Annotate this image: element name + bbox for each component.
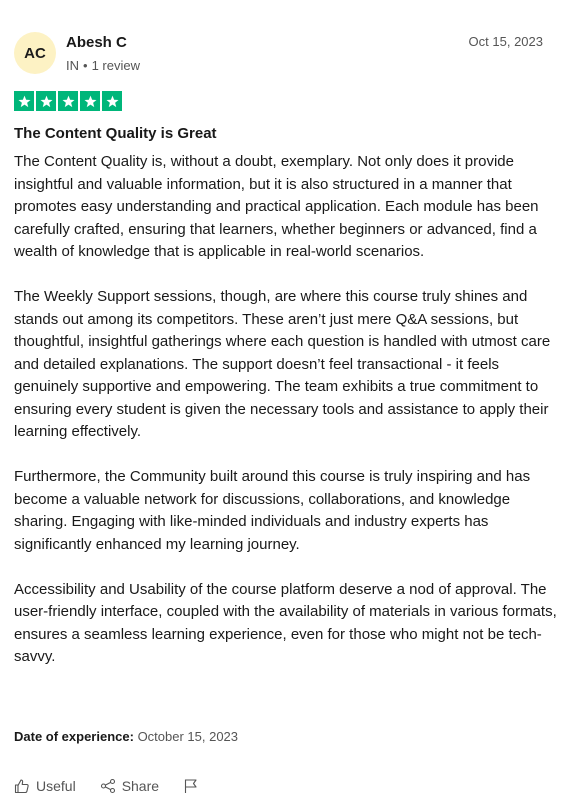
review-actions <box>14 778 229 794</box>
consumer-info <box>66 34 140 74</box>
share-button[interactable] <box>100 778 159 794</box>
useful-label: Useful <box>36 778 76 794</box>
review-paragraph: Accessibility and Usability of the course platform deserve a nod of approval. The user-friendly interface, coupled with the availability of materials in various formats, ensures a seamless learning experience, even for those who might not be tech-savvy. <box>14 580 557 665</box>
flag-icon <box>183 778 205 794</box>
share-icon <box>100 778 122 794</box>
review-title[interactable]: The Content Quality is Great <box>14 125 217 142</box>
star-rating <box>14 91 122 111</box>
star-icon <box>58 91 78 111</box>
review-body <box>14 151 560 691</box>
useful-button[interactable] <box>14 778 76 794</box>
star-icon <box>102 91 122 111</box>
separator-dot: • <box>83 58 88 73</box>
avatar[interactable]: AC <box>14 32 56 74</box>
review-paragraph: The Weekly Support sessions, though, are where this course truly shines and stands out among its competitors. These aren’t just mere Q&A sessions, but thoughtful, insightful gatherings where each question is handled with utmost care and detailed explanations. The support doesn’t feel transactional - it feels genuinely supportive and empowering. The team exhibits a true commitment to ensuring every student is given the necessary tools and assistance to apply their learning effectively. <box>14 288 551 440</box>
report-button[interactable] <box>183 778 205 794</box>
share-label: Share <box>121 778 160 794</box>
consumer-name[interactable]: Abesh C <box>66 34 127 51</box>
consumer-meta <box>66 58 140 74</box>
consumer-review-count: 1 review <box>91 58 140 73</box>
date-of-experience <box>14 729 238 745</box>
review-paragraph: The Content Quality is, without a doubt, exemplary. Not only does it provide insightful and valuable information, but it is also structured in a manner that promotes easy understanding and practical application. Each module has been carefully crafted, ensuring that learners, whether beginners or advanced, find a wealth of knowledge that is applicable in real-world scenarios. <box>14 153 539 260</box>
experience-label: Date of experience: <box>14 729 134 744</box>
review-header <box>14 30 560 80</box>
experience-date: October 15, 2023 <box>137 729 239 744</box>
star-icon <box>36 91 56 111</box>
review-card <box>14 30 560 794</box>
thumbs-up-icon <box>14 778 36 794</box>
review-paragraph: Furthermore, the Community built around this course is truly inspiring and has become a valuable network for discussions, collaborations, and knowledge sharing. Engaging with like-minded individuals and industry experts has significantly enhanced my learning journey. <box>14 468 531 553</box>
star-icon <box>80 91 100 111</box>
consumer-country: IN <box>66 58 79 73</box>
star-icon <box>14 91 34 111</box>
review-date: Oct 15, 2023 <box>468 34 543 49</box>
